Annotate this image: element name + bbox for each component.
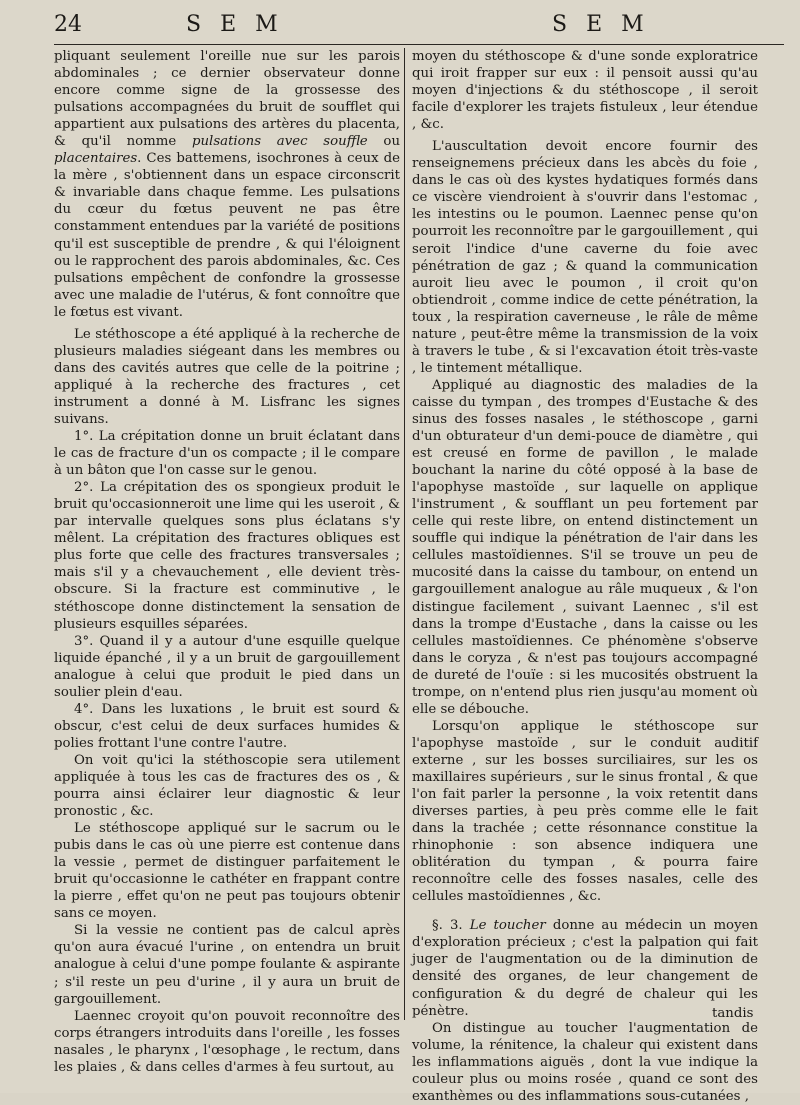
running-head-right: S E M — [552, 12, 650, 37]
right-column — [412, 48, 758, 1105]
header-rule — [54, 44, 784, 45]
paragraph: Appliqué au diagnostic des maladies de la caisse du tympan , des trompes d'Eustache & des sinus des fosses nasales , le stéthoscope , garni d'un obturateur d'un demi-pouce de diamètre , qui est creusé en forme de pavillon , le malade bouchant la narine du côté opposé à la base de l'apophyse mastoïde , sur laquelle on applique l'instrument , & soufflant un peu fortement par celle qui reste libre, on entend distinctement un souffle qui indique la pénétration de l'air dans les cellules mastoïdiennes. S'il se trouve un peu de mucosité dans la caisse du tambour, on entend un gargouillement analogue au râle muqueux , & l'on distingue facilement , suivant Laennec , s'il est dans la trompe d'Eustache , dans la caisse ou les cellules mastoïdiennes. Ce phénomène s'observe dans le coryza , & n'est pas toujours accompagné de dureté de l'ouïe : si les mucosités obstruent la trompe, on n'entend plus rien jusqu'au moment où elle se débouche. — [412, 377, 758, 717]
running-head-left: S E M — [186, 12, 284, 37]
paragraph: L'auscultation devoit encore fournir des renseignemens précieux dans les abcès du foie , dans le cas où des kystes hydatiques formés dans ce viscère viendroient à s'ouvrir dans l'estomac , les intestins ou le poumon. Laennec pense qu'on pourroit les reconnoître par le gargouillement , qui seroit l'indice d'une caverne du foie avec pénétration de gaz ; & quand la communication auroit lieu avec le poumon , il croit qu'on obtiendroit , comme indice de cette pénétration, la toux , la respiration caverneuse , le râle de même nature , peut-être même la transmission de la voix à travers le tube , & si l'excavation étoit très-vaste , le tintement métallique. — [412, 139, 758, 376]
left-column — [54, 48, 400, 1076]
paragraph: pliquant seulement l'oreille nue sur les parois abdominales ; ce dernier observateur donne encore comme signe de la grossesse des pulsations accompagnées du bruit de soufflet qui appartient aux pulsations des artères du placenta, & qu'il nomme pulsations avec souffle ou placentaires. Ces battemens, isochrones à ceux de la mère , s'obtiennent dans un espace circonscrit & invariable dans chaque femme. Les pulsations du cœur du fœtus peuvent ne pas être constamment entendues par la variété de positions qu'il est susceptible de prendre , & qui l'éloignent ou le rapprochent des parois abdominales, &c. Ces pulsations empêchent de confondre la grossesse avec une maladie de l'utérus, & font connoître que le fœtus est vivant. — [54, 49, 401, 320]
column-divider — [404, 48, 405, 1020]
section-paragraph: §. 3. Le toucher donne au médecin un moyen d'exploration précieux ; c'est la palpation qui fait juger de l'augmentation ou de la diminution de densité des organes, de leur changement de configuration & du degré de chaleur qui les pénètre. — [412, 918, 759, 1019]
paragraph: 3°. Quand il y a autour d'une esquille quelque liquide épanché , il y a un bruit de gargouillement analogue à celui que produit le pied dans un soulier plein d'eau. — [54, 633, 400, 700]
page-number: 24 — [54, 12, 82, 37]
paragraph: Le stéthoscope appliqué sur le sacrum ou le pubis dans le cas où une pierre est contenue dans la vessie , permet de distinguer parfaitement le bruit qu'occasionne le cathéter en frappant contre la pierre , effet qu'on ne peut pas toujours obtenir sans ce moyen. — [54, 821, 400, 922]
paragraph: 1°. La crépitation donne un bruit éclatant dans le cas de fracture d'un os compacte ; il le compare à un bâton que l'on casse sur le genou. — [54, 429, 400, 479]
paragraph: Si la vessie ne contient pas de calcul après qu'on aura évacué l'urine , on entendra un bruit analogue à celui d'une pompe foulante & aspirante ; s'il reste un peu d'urine , il y aura un bruit de gargouillement. — [54, 923, 400, 1007]
paragraph: Le stéthoscope a été appliqué à la recherche de plusieurs maladies siégeant dans les membres ou dans des cavités autres que celle de la poitrine ; appliqué à la recherche des fractures , cet instrument a donné à M. Lisfranc les signes suivans. — [54, 326, 400, 427]
paragraph: On voit qu'ici la stéthoscopie sera utilement appliquée à tous les cas de fractures des os , & pourra ainsi éclairer leur diagnostic & leur pronostic , &c. — [54, 752, 400, 820]
catchword: tandis — [712, 1006, 754, 1021]
paragraph: Laennec croyoit qu'on pouvoit reconnoître des corps étrangers introduits dans l'oreille , les fosses nasales , le pharynx , l'œsophage , le rectum, dans les plaies , & dans celles d'armes à feu surtout, au — [54, 1008, 400, 1075]
paragraph: 2°. La crépitation des os spongieux produit le bruit qu'occasionneroit une lime qui les useroit , & par intervalle quelques sons plus éclatans s'y mêlent. La crépitation des fractures obliques est plus forte que celle des fractures transversales ; mais s'il y a chevauchement , elle devient très-obscure. Si la fracture est comminutive , le stéthoscope donne distinctement la sensation de plusieurs esquilles séparées. — [54, 480, 400, 632]
paragraph: Lorsqu'on applique le stéthoscope sur l'apophyse mastoïde , sur le conduit auditif externe , sur les bosses surciliaires, sur les os maxillaires supérieurs , sur le sinus frontal , & que l'on fait parler la personne , la voix retentit dans diverses parties, à peu près comme elle le fait dans la trachée ; cette résonnance constitue la rhinophonie : son absence indiquera une oblitération du tympan , & pourra faire reconnoître celle des fosses nasales, celle des cellules mastoïdiennes , &c. — [412, 718, 758, 905]
paragraph: 4°. Dans les luxations , le bruit est sourd & obscur, c'est celui de deux surfaces humides & polies frottant l'une contre l'autre. — [54, 701, 400, 751]
page-header — [0, 12, 800, 42]
paragraph: moyen du stéthoscope & d'une sonde exploratrice qui iroit frapper sur eux : il pensoit aussi qu'au moyen d'injections & du stéthoscope , il seroit facile d'explorer les trajets fistuleux , leur étendue , &c. — [412, 49, 758, 133]
paragraph: On distingue au toucher l'augmentation de volume, la rénitence, la chaleur qui existent dans les inflammations aiguës , dont la vue indique la couleur plus ou moins rosée , quand ce sont des exanthèmes ou des inflammations sous-cutanées , — [412, 1020, 758, 1104]
